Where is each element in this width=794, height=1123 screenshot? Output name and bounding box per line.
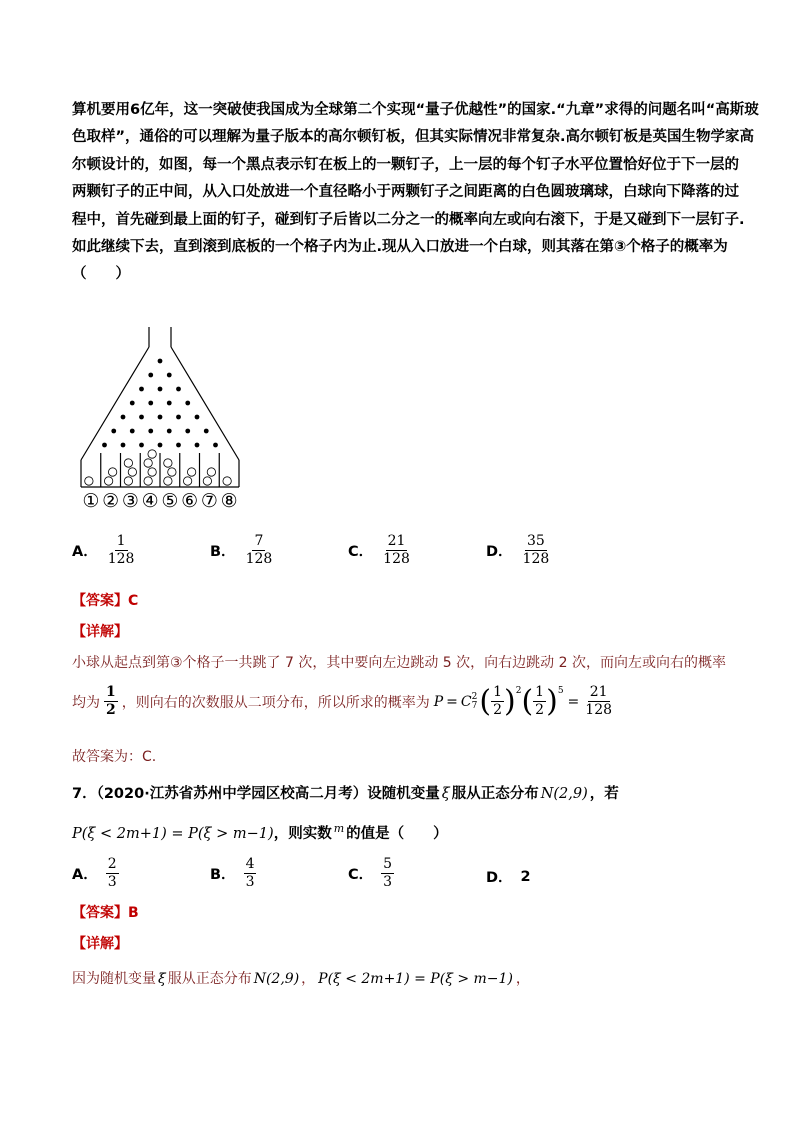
peg [185,401,190,406]
peg [185,429,190,434]
white-ball [104,477,112,485]
option-letter: B． [210,867,236,883]
peg [213,443,218,448]
q7-option-c[interactable] [348,856,394,891]
slot-label: ④ [141,490,159,512]
option-fraction: $\frac{35}{128}$ [522,533,550,567]
peg [176,415,181,420]
option-fraction: $\frac{2}{3}$ [107,856,117,890]
q7-option-b[interactable] [210,856,256,891]
q6-detail-tag: 【详解】 [72,624,128,640]
slot-label: ② [102,490,120,512]
peg [158,443,163,448]
answer-value: B [128,905,139,921]
peg [158,387,163,392]
white-ball [223,477,231,485]
slot-label: ① [82,490,100,512]
q6-option-a[interactable] [72,533,136,568]
q6-stem [72,97,759,289]
q6-stem-line: 两颗钉子的正中间，从入口处放进一个直径略小于两颗钉子之间距离的白色圆玻璃球，白球向下降落的过 [72,184,739,201]
white-ball [85,477,93,485]
white-ball [124,477,132,485]
q6-stem-line: 程中，首先碰到最上面的钉子，碰到钉子后皆以二分之一的概率向左或向右滚下，于是又碰到下一层钉子. [72,211,745,228]
peg [167,429,172,434]
q6-stem-line: 算机要用6亿年，这一突破使我国成为全球第二个实现“量子优越性”的国家.“九章”求得的问题名叫“高斯玻 [72,102,759,118]
q6-paren: （ ） [72,266,130,283]
white-ball [148,450,156,458]
peg [204,429,209,434]
white-ball [164,459,172,467]
white-ball [148,468,156,476]
q6-detail-line1: 小球从起点到第③个格子一共跳了 7 次，其中要向左边跳动 5 次，向右边跳动 2 次，而向左或向右的概率 [72,655,726,671]
option-letter: C． [348,544,374,560]
peg [130,401,135,406]
q6-stem-line: 色取样”，通俗的可以理解为量子版本的高尔顿钉板，但其实际情况非常复杂.高尔顿钉板是英国生物学家高 [72,129,755,146]
option-fraction: $\frac{7}{128}$ [245,533,273,567]
option-value: 2 [520,868,531,885]
white-ball [203,477,211,485]
option-fraction: $\frac{1}{128}$ [107,533,135,567]
q6-option-d[interactable] [486,533,551,568]
white-ball [144,459,152,467]
peg [139,387,144,392]
slot-label: ⑥ [181,490,199,512]
q6-answer [72,590,138,610]
peg-grid [102,359,218,448]
q7-option-d[interactable] [486,866,531,887]
q6-option-c[interactable] [348,533,412,568]
peg [167,401,172,406]
slot-label: ③ [121,490,139,512]
slot-label: ⑧ [220,490,238,512]
q7-detail-tag: 【详解】 [72,936,128,952]
peg [158,359,163,364]
ball-stack [85,450,232,485]
option-fraction: $\frac{4}{3}$ [245,856,255,890]
q7-option-a[interactable] [72,856,119,891]
white-ball [124,459,132,467]
q6-conclusion: 故答案为：C. [72,749,157,765]
slot-walls [101,453,220,487]
peg [195,443,200,448]
option-letter: A． [72,544,98,560]
white-ball [207,468,215,476]
option-letter: A． [72,867,98,883]
peg [130,429,135,434]
slot-label: ⑦ [200,490,218,512]
peg [102,443,107,448]
q6-detail-line2: 均为 $\frac{1}{2}$ ，则向右的次数服从二项分布，所以所求的概率为 P = C 2 7 ( $\frac{1}{2}$ ) 2 ( $\frac{1}{2}$ ) 5 = $\frac{21}{128}$ [72,683,613,719]
q6-option-b[interactable] [210,533,274,568]
option-letter: B． [210,544,236,560]
peg [176,443,181,448]
option-letter: D． [486,870,513,886]
slot-label: ⑤ [161,490,179,512]
q7-stem-line2: P(ξ < 2m+1) = P(ξ > m−1) ，则实数 m 的值是（ ） [72,822,448,842]
answer-tag: 【答案】 [72,905,128,921]
answer-tag: 【答案】 [72,593,128,609]
peg [139,443,144,448]
option-fraction: $\frac{5}{3}$ [383,856,393,890]
peg [167,373,172,378]
white-ball [128,468,136,476]
white-ball [168,468,176,476]
white-ball [144,477,152,485]
peg [148,401,153,406]
option-fraction: $\frac{21}{128}$ [383,533,410,567]
peg [195,415,200,420]
galton-board-figure [76,325,246,515]
q7-stem-line1: 7．（2020·江苏省苏州中学园区校高二月考）设随机变量 ξ 服从正态分布 N(2,9) ，若 [72,786,619,802]
peg [121,415,126,420]
peg [111,429,116,434]
half-fraction: $\frac{1}{2}$ [106,684,116,718]
slot-labels [82,490,237,512]
peg [158,415,163,420]
q7-detail-line: 因为随机变量 ξ 服从正态分布 N(2,9) ， P(ξ < 2m+1) = P(ξ > m−1) ， [72,971,530,987]
q6-stem-line: 尔顿设计的，如图，每一个黑点表示钉在板上的一颗钉子，上一层的每个钉子水平位置恰好位于下一层的 [72,156,739,173]
peg [148,373,153,378]
option-letter: C． [348,867,374,883]
binomial-formula: P = C 2 7 ( $\frac{1}{2}$ ) 2 ( $\frac{1}{2}$ ) 5 = $\frac{21}{128}$ [433,683,613,719]
peg [176,387,181,392]
peg [148,429,153,434]
white-ball [108,468,116,476]
white-ball [183,477,191,485]
q7-answer [72,902,139,922]
q6-stem-line: 如此继续下去，直到滚到底板的一个格子内为止.现从入口放进一个白球，则其落在第③个格子的概率为 [72,239,728,256]
peg [121,443,126,448]
answer-value: C [128,593,139,609]
option-letter: D． [486,544,513,560]
peg [139,415,144,420]
white-ball [164,477,172,485]
white-ball [187,468,195,476]
